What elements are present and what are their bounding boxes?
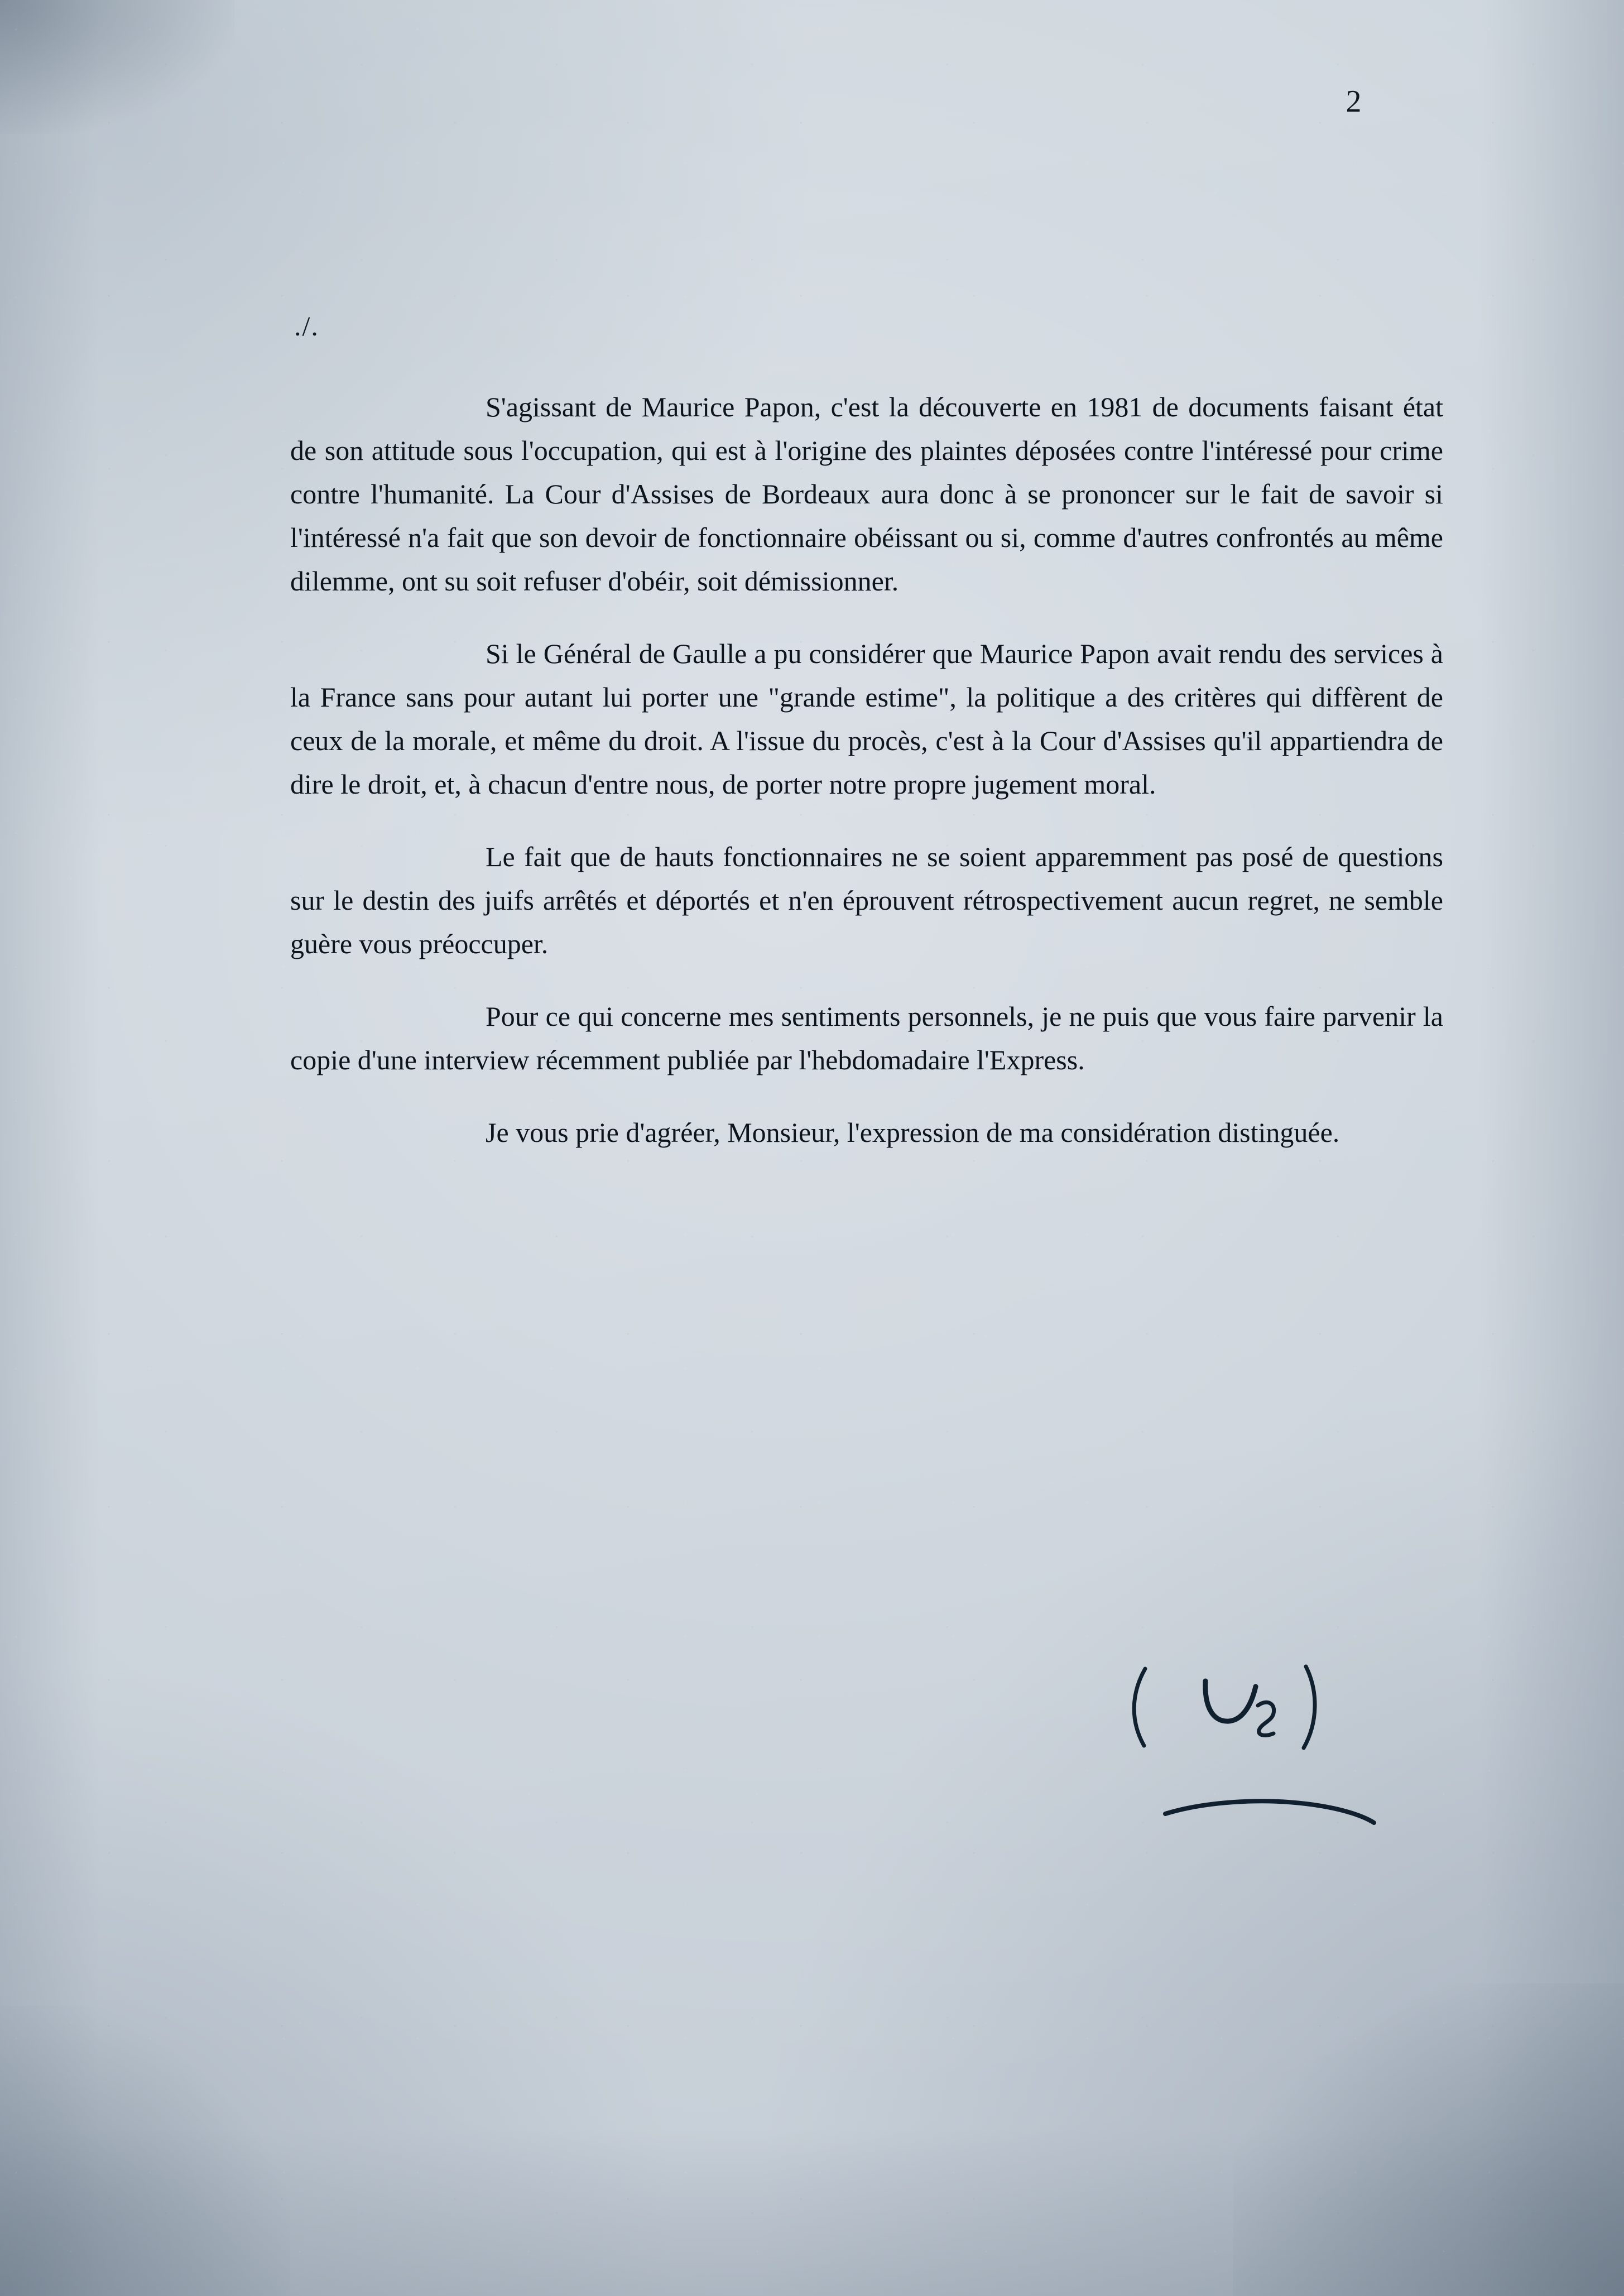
- page-corner-shading-bottom-right: [1233, 1983, 1624, 2296]
- page-edge-shading-right: [1479, 0, 1624, 2296]
- continuation-mark: ./.: [294, 310, 319, 342]
- page-corner-shading-top-left: [0, 0, 234, 134]
- paragraph: Si le Général de Gaulle a pu considérer que Maurice Papon avait rendu des services à la France sans pour autant lui porter une "grande estime", la politique a des critères qui diffèrent de ceux de la morale, et même du droit. A l'issue du procès, c'est à la Cour d'Assises qu'il appartiendra de dire le droit, et, à chacun d'entre nous, de porter notre propre jugement moral.: [290, 638, 1443, 800]
- page-number: 2: [1346, 84, 1362, 119]
- page-corner-shading-bottom-left: [0, 2006, 290, 2296]
- page-edge-shading-left: [0, 0, 100, 2296]
- paragraph: Le fait que de hauts fonctionnaires ne se soient apparemment pas posé de questions sur le destin des juifs arrêtés et déportés et n'en éprouvent rétrospectivement aucun regret, ne semble guère vous préoccuper.: [290, 841, 1443, 959]
- page-edge-shading-bottom: [0, 2129, 1624, 2296]
- paragraph: Je vous prie d'agréer, Monsieur, l'expression de ma considération distinguée.: [486, 1117, 1340, 1148]
- handwritten-signature: [1122, 1652, 1434, 1875]
- paragraph: S'agissant de Maurice Papon, c'est la découverte en 1981 de documents faisant état de son attitude sous l'occupation, qui est à l'origine des plaintes déposées contre l'intéressé pour crime contre l'humanité. La Cour d'Assises de Bordeaux aura donc à se prononcer sur le fait de savoir si l'intéressé n'a fait que son devoir de fonctionnaire obéissant ou si, comme d'autres confrontés au même dilemme, ont su soit refuser d'obéir, soit démissionner.: [290, 391, 1443, 597]
- paragraph: Pour ce qui concerne mes sentiments personnels, je ne puis que vous faire parvenir la copie d'une interview récemment publiée par l'hebdomadaire l'Express.: [290, 1001, 1443, 1075]
- letter-body: [290, 385, 1443, 1154]
